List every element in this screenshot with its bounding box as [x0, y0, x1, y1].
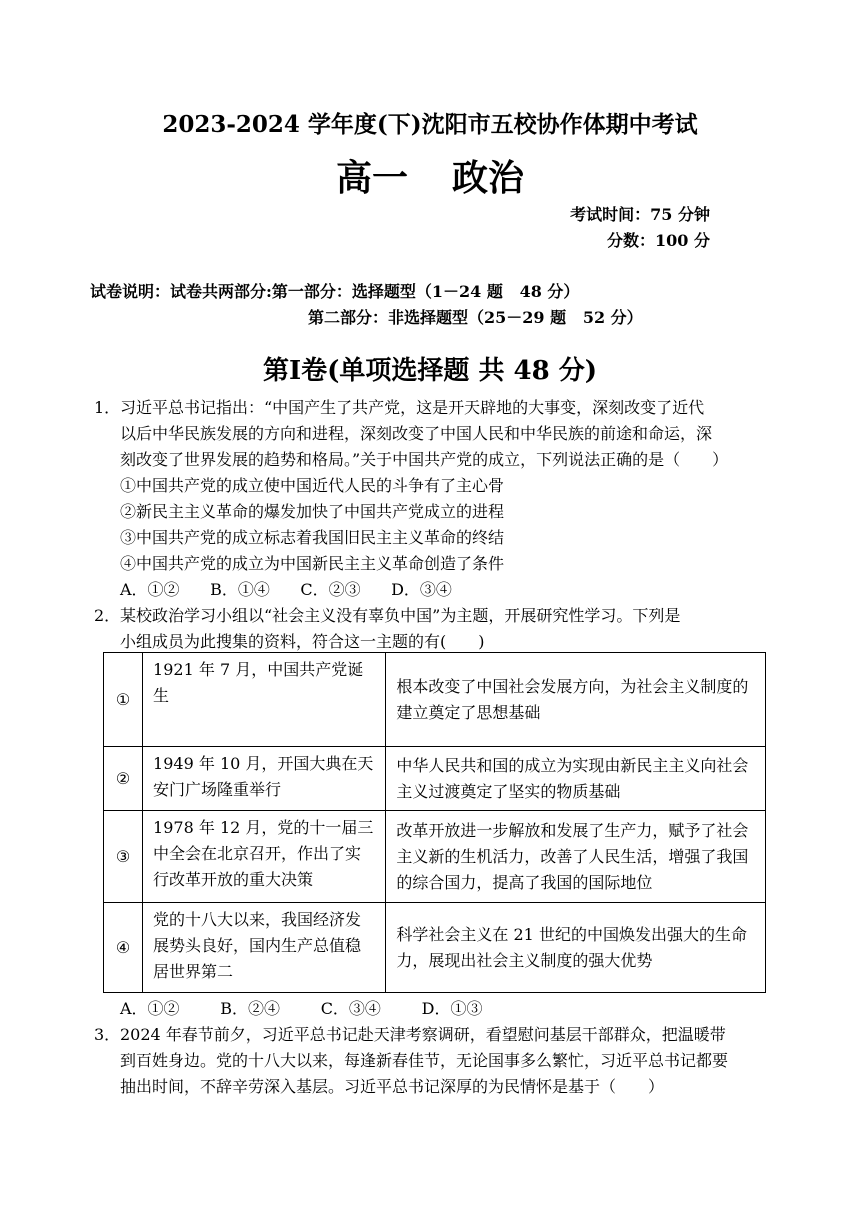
row-meaning: 改革开放进一步解放和发展了生产力，赋予了社会主义新的生机活力，改善了人民生活，增强了我国的综合国力，提高了我国的国际地位: [386, 811, 766, 903]
question-2-table: [103, 652, 766, 993]
table-row: [104, 747, 766, 811]
question-1-line-2: 以后中华民族发展的方向和进程，深刻改变了中国人民和中华民族的前途和命运，深: [120, 424, 713, 443]
question-1-item-4: ④中国共产党的成立为中国新民主主义革命创造了条件: [120, 554, 505, 573]
exam-title: 2023-2024 学年度(下)沈阳市五校协作体期中考试: [162, 111, 698, 138]
question-1-item-3: ③中国共产党的成立标志着我国旧民主主义革命的终结: [120, 528, 505, 547]
question-1-line-3: 刻改变了世界发展的趋势和格局。”关于中国共产党的成立，下列说法正确的是（ ）: [120, 450, 729, 469]
question-1-item-2: ②新民主主义革命的爆发加快了中国共产党成立的进程: [120, 502, 505, 521]
paper-description-part2: 第二部分：非选择题型（25－29 题 52 分）: [308, 308, 643, 327]
row-event: 1921 年 7 月，中国共产党诞生: [143, 653, 386, 747]
row-meaning: 中华人民共和国的成立为实现由新民主主义向社会主义过渡奠定了坚实的物质基础: [386, 747, 766, 811]
row-mark: ④: [104, 903, 143, 993]
table-row: [104, 903, 766, 993]
row-meaning: 根本改变了中国社会发展方向，为社会主义制度的建立奠定了思想基础: [386, 653, 766, 747]
row-event: 1949 年 10 月，开国大典在天安门广场隆重举行: [143, 747, 386, 811]
row-mark: ③: [104, 811, 143, 903]
row-mark: ②: [104, 747, 143, 811]
question-2-line-1: 某校政治学习小组以“社会主义没有辜负中国”为主题，开展研究性学习。下列是: [120, 606, 681, 625]
question-1-number: 1．: [94, 398, 121, 417]
question-1-choices: A．①② B．①④ C．②③ D．③④: [120, 580, 452, 599]
grade-label: 高一: [335, 157, 408, 199]
question-2-line-2: 小组成员为此搜集的资料，符合这一主题的有( ): [120, 632, 485, 651]
row-event: 1978 年 12 月，党的十一届三中全会在北京召开，作出了实行改革开放的重大决策: [143, 811, 386, 903]
question-2-choices: A．①② B．②④ C．③④ D．①③: [120, 999, 483, 1018]
row-mark: ①: [104, 653, 143, 747]
table-row: [104, 653, 766, 747]
question-1-stem: [94, 395, 770, 473]
table-row: [104, 811, 766, 903]
subject-heading: [0, 150, 860, 201]
section-title: 第Ⅰ卷(单项选择题 共 48 分): [262, 356, 598, 386]
row-meaning: 科学社会主义在 21 世纪的中国焕发出强大的生命力，展现出社会主义制度的强大优势: [386, 903, 766, 993]
exam-time: 考试时间：75 分钟: [570, 205, 710, 224]
question-3-line-2: 到百姓身边。党的十八大以来，每逢新春佳节，无论国事多么繁忙，习近平总书记都要: [120, 1051, 729, 1070]
question-3-stem: [94, 1022, 770, 1100]
question-2-stem: [94, 603, 770, 655]
row-event: 党的十八大以来，我国经济发展势头良好，国内生产总值稳居世界第二: [143, 903, 386, 993]
question-2-number: 2．: [94, 606, 121, 625]
question-1-item-1: ①中国共产党的成立使中国近代人民的斗争有了主心骨: [120, 476, 505, 495]
subject-label: 政治: [452, 157, 525, 199]
question-3-line-1: 2024 年春节前夕，习近平总书记赴天津考察调研，看望慰问基层干部群众，把温暖带: [120, 1025, 726, 1044]
paper-description-part1: 试卷说明：试卷共两部分:第一部分：选择题型（1－24 题 48 分）: [90, 282, 580, 301]
question-3-number: 3．: [94, 1025, 121, 1044]
exam-score: 分数：100 分: [607, 231, 710, 250]
question-3-line-3: 抽出时间，不辞辛劳深入基层。习近平总书记深厚的为民情怀是基于（ ）: [120, 1077, 665, 1096]
question-1-line-1: 习近平总书记指出：“中国产生了共产党，这是开天辟地的大事变，深刻改变了近代: [120, 398, 705, 417]
